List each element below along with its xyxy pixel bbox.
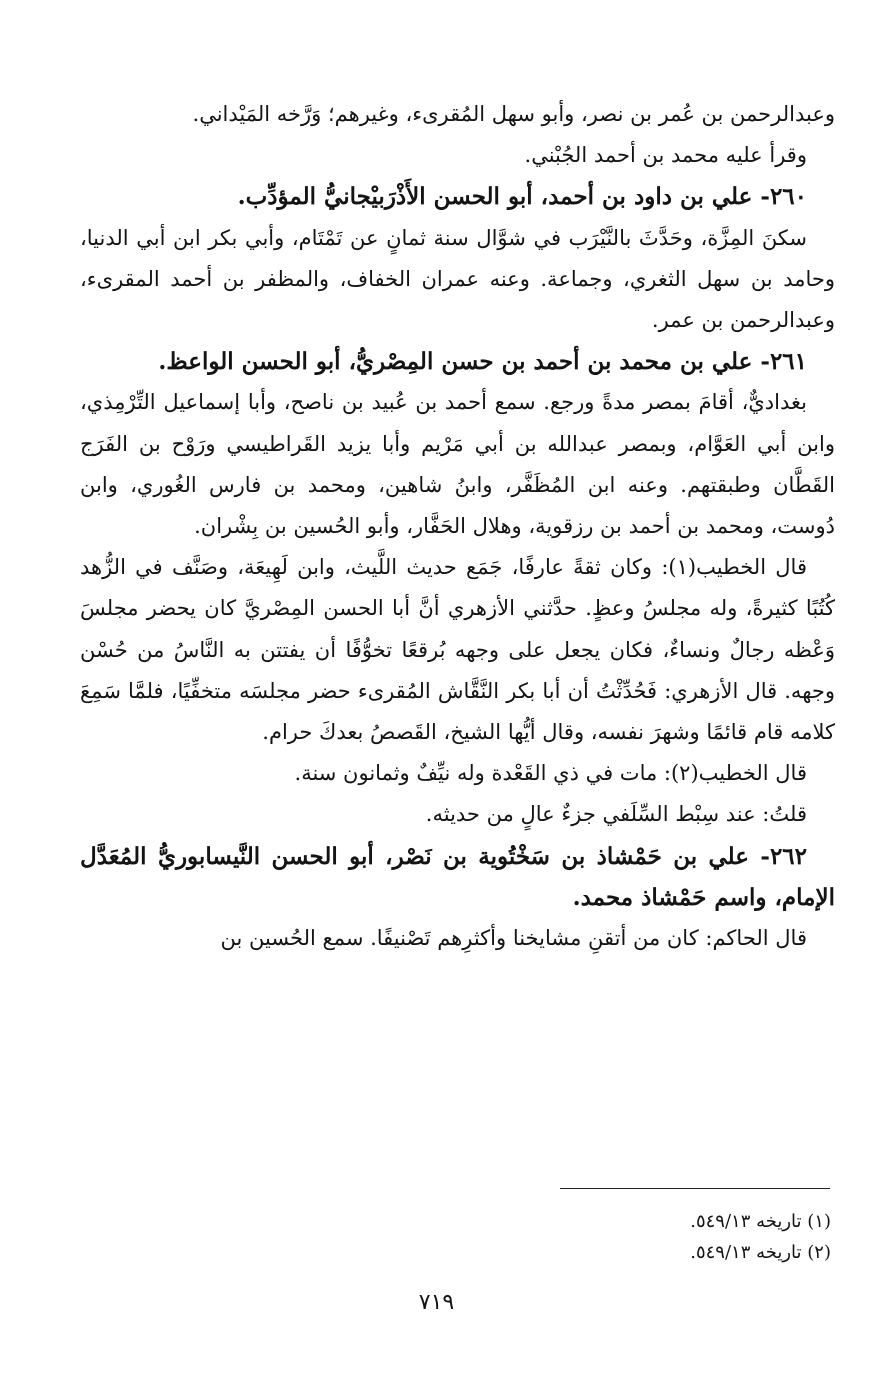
footnote: (٢) تاريخه ٥٤٩/١٣.	[690, 1242, 831, 1263]
paragraph: وعبدالرحمن بن عُمر بن نصر، وأبو سهل المُقرىء، وغيرهم؛ وَرَّخه المَيْداني.	[192, 102, 835, 126]
paragraph: قلتُ: عند سِبْط السِّلَفي جزءٌ عالٍ من حديثه.	[425, 802, 807, 827]
paragraph: وقرأ عليه محمد بن أحمد الجُبْني.	[524, 143, 807, 168]
paragraph: قال الخطيب(١): وكان ثقةً عارفًا، جَمَع حديث اللَّيث، وابن لَهِيعَة، وصَنَّف في الزُّهد كُتُبًا كثيرةً، وله مجلسُ وعظٍ. حدَّثني الأزهري أنَّ أبا الحسن المِصْريَّ كان يحضر مجلسَ وَعْظه رجالٌ ونساءٌ، فكان يجعل على وجهه بُرقعًا تخوُّفًا أن يفتتن به النَّاسُ من حُسْن وجهه. قال الأزهري: فَحُدِّثْتُ أن أبا بكر النَّقَّاش المُقرىء حضر مجلسَه متخفِّيًا، فلمَّا سَمِعَ كلامه قام قائمًا وشهرَ نفسه، وقال أيُّها الشيخ، القَصصُ بعدكَ حرام.	[80, 555, 835, 745]
page-number: ٧١٩	[418, 1290, 455, 1315]
footnote: (١) تاريخه ٥٤٩/١٣.	[690, 1211, 831, 1232]
paragraph: سكنَ المِزَّة، وحَدَّثَ بالنَّيْرَب في شوَّال سنة ثمانٍ عن تَمْتَام، وأبي بكر ابن أبي الدنيا، وحامد بن سهل الثغري، وجماعة. وعنه عمران الخفاف، والمظفر بن أحمد المقرىء، وعبدالرحمن بن عمر.	[80, 225, 835, 333]
entry-heading: ٢٦٢- علي بن حَمْشاذ بن سَخْتُوية بن نَصْر، أبو الحسن النَّيسابوريُّ المُعَدَّل الإمام، واسم حَمْشاذ محمد.	[80, 842, 835, 911]
main-text	[80, 94, 835, 959]
entry-heading: ٢٦١- علي بن محمد بن أحمد بن حسن المِصْريُّ، أبو الحسن الواعظ.	[158, 348, 807, 376]
entry-heading: ٢٦٠- علي بن داود بن أحمد، أبو الحسن الأَذْرَبيْجانيُّ المؤدِّب.	[237, 183, 807, 211]
paragraph: قال الحاكم: كان من أتقنِ مشايخنا وأكثرِهم تَصْنيفًا. سمع الحُسين بن	[220, 926, 807, 951]
footnotes	[80, 1206, 835, 1268]
paragraph: قال الخطيب(٢): مات في ذي القَعْدة وله نيِّفٌ وثمانون سنة.	[294, 761, 807, 786]
footnote-divider	[560, 1188, 830, 1189]
paragraph: بغداديٌّ، أقامَ بمصر مدةً ورجع. سمع أحمد بن عُبيد بن ناصح، وأبا إسماعيل التِّرْمِذي، وابن أبي العَوَّام، وبمصر عبدالله بن أبي مَرْيم وأبا يزيد القَراطيسي ورَوْح بن الفَرَج القَطَّان وطبقتهم. وعنه ابن المُظَفَّر، وابنُ شاهين، ومحمد بن فارس الغُوري، وابن دُوست، ومحمد بن أحمد بن رزقوية، وهلال الحَفَّار، وأبو الحُسين بن بِشْران.	[80, 390, 835, 539]
